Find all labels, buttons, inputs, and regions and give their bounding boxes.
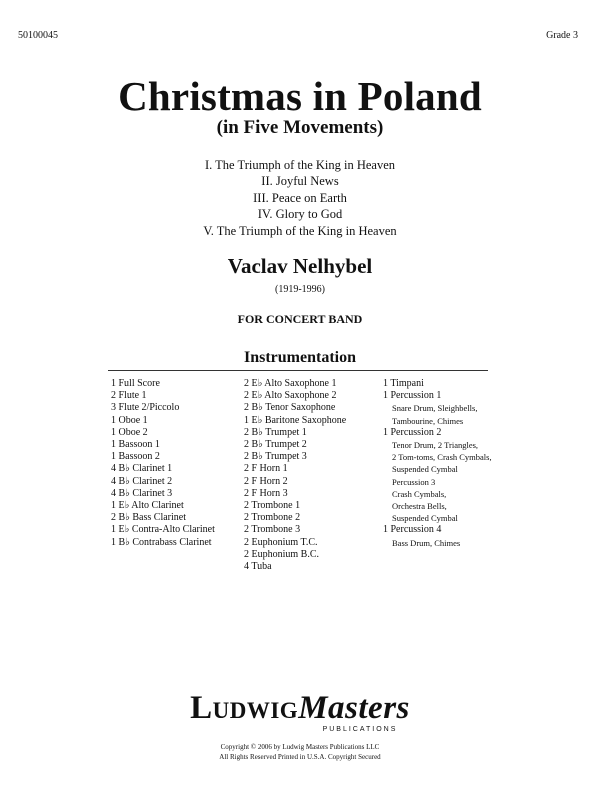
instrument-item: 1 Full Score (111, 378, 160, 389)
subtitle: (in Five Movements) (216, 117, 384, 138)
publisher-sub: PUBLICATIONS (322, 726, 398, 733)
grade-label: Grade 3 (546, 30, 578, 41)
instrument-item: 2 F Horn 3 (244, 487, 288, 499)
instrument-item: 2 B♭ Bass Clarinet (111, 512, 186, 524)
instrument-item: 1 Bassoon 2 (111, 451, 160, 463)
instrument-item: 2 F Horn 2 (244, 475, 288, 487)
instrument-item: 1 Percussion 4 (383, 524, 442, 536)
instrument-item: 1 E♭ Alto Clarinet (111, 500, 184, 512)
instrument-item: 2 Trombone 3 (244, 524, 301, 536)
instrument-item: 4 B♭ Clarinet 3 (111, 487, 173, 499)
instrument-item: 1 Percussion 1 (383, 390, 442, 402)
instrument-item: 2 E♭ Alto Saxophone 1 (244, 378, 337, 389)
instrumentation-heading: Instrumentation (243, 349, 356, 366)
instrument-item: 1 Oboe 2 (111, 426, 148, 438)
instrument-item: Crash Cymbals, (392, 488, 447, 499)
instrument-item: 2 B♭ Trumpet 2 (244, 439, 307, 451)
instrument-item: Suspended Cymbal (392, 513, 458, 524)
instrument-item: 2 Trombone 2 (244, 512, 301, 524)
instrument-item: 4 B♭ Clarinet 2 (111, 475, 173, 487)
instrument-item: 1 Timpani (383, 378, 424, 389)
instrument-item: 2 B♭ Trumpet 3 (244, 451, 307, 463)
instrument-item: 1 E♭ Baritone Saxophone (244, 414, 347, 426)
publisher-logo (0, 690, 600, 733)
copyright-line: Copyright © 2006 by Ludwig Masters Publications LLC (220, 743, 380, 751)
movement-item: V. The Triumph of the King in Heaven (203, 223, 397, 238)
instrument-item: 4 B♭ Clarinet 1 (111, 463, 173, 475)
instrument-item: 2 Tom-toms, Crash Cymbals, (392, 452, 492, 463)
instrument-item: 2 B♭ Tenor Saxophone (244, 402, 336, 414)
instrumentation-column-1 (111, 378, 241, 549)
ensemble-label: FOR CONCERT BAND (237, 312, 363, 326)
instrument-item: Tenor Drum, 2 Triangles, (392, 440, 479, 451)
composer-dates: (1919-1996) (275, 284, 325, 295)
instrumentation-divider (108, 370, 488, 371)
movement-item: III. Peace on Earth (253, 190, 347, 205)
page-title: Christmas in Poland (118, 73, 482, 119)
instrumentation-column-2 (244, 378, 379, 573)
copyright-line: All Rights Reserved Printed in U.S.A. Copyright Secured (219, 753, 381, 761)
instrument-item: 2 B♭ Trumpet 1 (244, 426, 307, 438)
copyright-notice (0, 742, 600, 762)
instrument-item: Tambourine, Chimes (392, 415, 464, 426)
instrument-item: Percussion 3 (392, 476, 436, 487)
instrument-item: 2 Euphonium B.C. (244, 548, 320, 560)
instrument-item: Orchestra Bells, (392, 501, 447, 512)
publisher-name-part2: Masters (298, 690, 410, 726)
instrument-item: 2 Trombone 1 (244, 500, 301, 512)
instrument-item: 4 Tuba (244, 561, 272, 573)
instrument-item: Snare Drum, Sleighbells, (392, 403, 478, 414)
movement-item: II. Joyful News (261, 174, 339, 189)
instrument-item: 2 F Horn 1 (244, 463, 288, 475)
composer-name: Vaclav Nelhybel (227, 254, 373, 278)
instrument-item: Bass Drum, Chimes (392, 537, 461, 548)
instrument-item: 1 Percussion 2 (383, 426, 442, 438)
movement-item: I. The Triumph of the King in Heaven (204, 158, 396, 172)
instrument-item: 1 E♭ Contra-Alto Clarinet (111, 524, 215, 536)
movement-item: IV. Glory to God (257, 207, 343, 222)
instrument-item: 1 B♭ Contrabass Clarinet (111, 536, 212, 548)
catalog-number: 50100045 (18, 30, 58, 41)
instrument-item: 1 Oboe 1 (111, 414, 148, 426)
instrument-item: 1 Bassoon 1 (111, 439, 160, 451)
instrumentation-column-3 (383, 378, 513, 549)
instrument-item: Suspended Cymbal (392, 464, 458, 475)
instrument-item: 2 Euphonium T.C. (244, 536, 318, 548)
instrument-item: 2 Flute 1 (111, 390, 147, 402)
movement-list (0, 157, 600, 239)
publisher-name-part1: Ludwig (190, 690, 299, 726)
instrument-item: 2 E♭ Alto Saxophone 2 (244, 390, 337, 402)
instrument-item: 3 Flute 2/Piccolo (111, 402, 180, 414)
